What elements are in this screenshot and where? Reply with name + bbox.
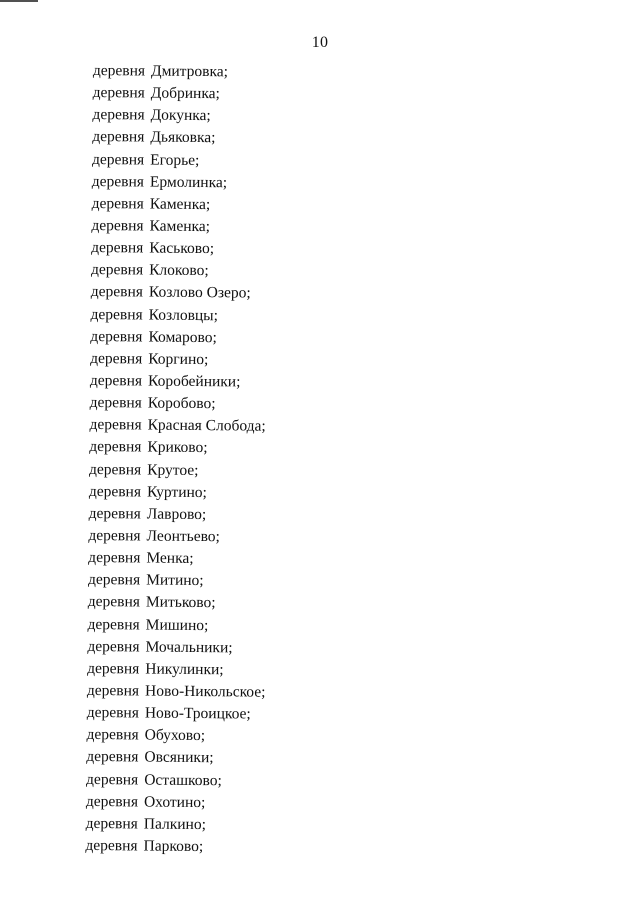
- settlement-type-label: деревня: [90, 261, 144, 279]
- settlement-name: Каськово;: [149, 239, 215, 258]
- settlement-item: [86, 813, 265, 837]
- settlement-type-label: деревня: [86, 726, 139, 744]
- settlement-item: [86, 746, 265, 770]
- settlement-item: [87, 636, 266, 660]
- scan-corner-mark: [0, 0, 38, 2]
- settlement-item: [88, 591, 267, 615]
- settlement-type-label: деревня: [92, 106, 145, 124]
- settlement-name: Докунка;: [150, 106, 211, 125]
- settlement-item: [92, 126, 271, 150]
- settlement-type-label: деревня: [87, 637, 140, 656]
- settlement-name: Комарово;: [148, 328, 217, 346]
- settlement-name: Осташково;: [144, 771, 222, 789]
- settlement-name: Клоково;: [149, 261, 209, 280]
- settlement-type-label: деревня: [89, 416, 142, 434]
- settlement-type-label: деревня: [88, 504, 141, 523]
- settlement-type-label: деревня: [86, 704, 139, 722]
- settlement-type-label: деревня: [90, 349, 143, 368]
- settlement-item: [90, 392, 269, 416]
- settlement-name: Митьково;: [145, 593, 216, 612]
- settlement-type-label: деревня: [89, 438, 142, 456]
- settlement-item: [92, 104, 271, 128]
- settlement-type-label: деревня: [85, 792, 139, 811]
- settlement-type-label: деревня: [91, 194, 144, 213]
- settlement-item: [91, 237, 270, 261]
- settlement-item: [89, 459, 268, 483]
- settlement-item: [93, 82, 272, 106]
- settlement-name: Леонтьево;: [146, 527, 220, 546]
- settlement-type-label: деревня: [85, 814, 138, 833]
- settlement-name: Криково;: [147, 438, 208, 457]
- settlement-item: [91, 215, 270, 239]
- settlement-type-label: деревня: [86, 681, 140, 700]
- settlement-name: Менка;: [146, 549, 194, 568]
- settlement-name: Коробово;: [147, 394, 216, 413]
- settlement-name: Каменка;: [149, 217, 211, 236]
- settlement-name: Егорье;: [150, 151, 200, 169]
- settlement-type-label: деревня: [91, 150, 145, 169]
- settlement-name: Куртино;: [146, 483, 207, 501]
- settlement-item: [90, 348, 269, 372]
- settlement-type-label: деревня: [86, 770, 139, 788]
- settlement-item: [90, 370, 269, 394]
- settlement-type-label: деревня: [88, 526, 141, 545]
- page-number: 10: [311, 34, 329, 51]
- settlement-type-label: деревня: [90, 327, 143, 346]
- settlement-type-label: деревня: [87, 593, 141, 611]
- settlement-item: [92, 171, 271, 195]
- settlement-item: [88, 569, 267, 593]
- settlement-item: [85, 835, 264, 859]
- settlement-name: Лаврово;: [146, 505, 207, 523]
- settlement-item: [86, 724, 265, 748]
- settlement-list: [85, 60, 271, 859]
- settlement-item: [89, 436, 268, 460]
- settlement-name: Митино;: [146, 571, 204, 590]
- settlement-type-label: деревня: [87, 615, 140, 633]
- settlement-item: [90, 304, 269, 328]
- settlement-name: Мишино;: [145, 616, 209, 634]
- settlement-name: Коробейники;: [147, 372, 241, 391]
- settlement-name: Добринка;: [150, 84, 220, 103]
- settlement-type-label: деревня: [86, 748, 139, 766]
- settlement-type-label: деревня: [90, 305, 143, 324]
- settlement-item: [93, 60, 272, 84]
- settlement-item: [91, 259, 270, 283]
- settlement-item: [86, 768, 265, 792]
- settlement-type-label: деревня: [91, 216, 144, 235]
- settlement-type-label: деревня: [91, 172, 145, 191]
- settlement-name: Никулинки;: [145, 660, 224, 679]
- settlement-item: [91, 281, 270, 305]
- settlement-name: Ермолинка;: [149, 173, 228, 191]
- settlement-item: [90, 326, 269, 350]
- settlement-type-label: деревня: [88, 460, 142, 479]
- settlement-type-label: деревня: [92, 61, 146, 80]
- settlement-item: [87, 702, 266, 726]
- settlement-name: Палкино;: [143, 815, 207, 833]
- settlement-type-label: деревня: [89, 371, 143, 390]
- settlement-item: [87, 680, 266, 704]
- settlement-name: Каменка;: [149, 195, 211, 213]
- settlement-type-label: деревня: [87, 571, 141, 589]
- settlement-name: Ново-Троицкое;: [144, 704, 251, 723]
- settlement-name: Коргино;: [148, 350, 209, 368]
- settlement-item: [86, 791, 265, 815]
- settlement-item: [88, 525, 267, 549]
- settlement-item: [92, 193, 271, 217]
- settlement-item: [89, 481, 268, 505]
- settlement-type-label: деревня: [87, 659, 140, 678]
- settlement-type-label: деревня: [92, 128, 145, 146]
- settlement-name: Козловцы;: [148, 306, 219, 324]
- settlement-name: Дмитровка;: [150, 62, 229, 81]
- settlement-name: Парково;: [143, 837, 204, 856]
- settlement-name: Ново-Никольское;: [145, 682, 266, 701]
- settlement-item: [89, 503, 268, 527]
- settlement-name: Красная Слобода;: [147, 416, 266, 435]
- settlement-type-label: деревня: [91, 239, 144, 257]
- settlement-item: [92, 149, 271, 173]
- settlement-item: [89, 414, 268, 438]
- settlement-item: [87, 613, 266, 637]
- settlement-type-label: деревня: [89, 394, 142, 412]
- settlement-type-label: деревня: [90, 283, 143, 301]
- settlement-item: [88, 547, 267, 571]
- settlement-type-label: деревня: [85, 836, 138, 855]
- settlement-name: Обухово;: [144, 726, 206, 745]
- settlement-type-label: деревня: [92, 84, 145, 102]
- settlement-type-label: деревня: [88, 482, 142, 501]
- settlement-item: [87, 658, 266, 682]
- settlement-name: Овсяники;: [144, 748, 214, 767]
- settlement-name: Охотино;: [143, 793, 206, 811]
- settlement-name: Мочальники;: [145, 638, 233, 657]
- settlement-name: Дьяковка;: [150, 128, 216, 147]
- settlement-type-label: деревня: [88, 549, 141, 567]
- settlement-name: Козлово Озеро;: [148, 283, 251, 302]
- settlement-name: Крутое;: [147, 461, 199, 479]
